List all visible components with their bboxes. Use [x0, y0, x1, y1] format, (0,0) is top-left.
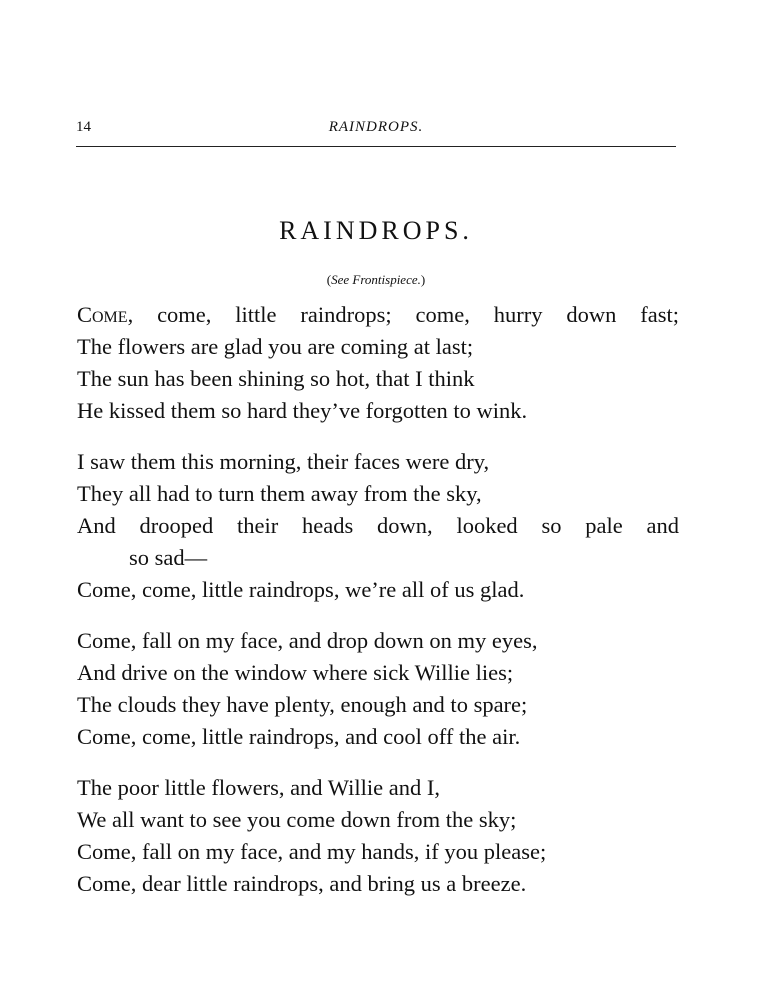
poem-line: And drive on the window where sick Willie lies; — [77, 660, 514, 685]
stanza-3 — [77, 625, 677, 753]
stanza-2 — [77, 446, 677, 606]
page-header — [76, 115, 676, 143]
stanza-4 — [77, 772, 677, 900]
poem-body — [77, 299, 677, 919]
note-close-paren: ) — [420, 272, 426, 287]
poem-line: The sun has been shining so hot, that I think — [77, 366, 475, 391]
first-word: Come — [77, 302, 128, 327]
poem-line — [77, 299, 679, 331]
poem-line: And drooped their heads down, looked so pale and — [77, 513, 679, 538]
poem-line: Come, come, little raindrops, we’re all of us glad. — [77, 577, 525, 602]
note-open-paren: ( — [326, 272, 332, 287]
poem-line: The poor little flowers, and Willie and I, — [77, 775, 440, 800]
poem-line: They all had to turn them away from the sky, — [77, 481, 482, 506]
poem-line: The clouds they have plenty, enough and to spare; — [77, 692, 528, 717]
poem-note — [76, 272, 676, 288]
poem-line: I saw them this morning, their faces were dry, — [77, 449, 490, 474]
running-title: RAINDROPS. — [328, 119, 424, 135]
poem-line: The flowers are glad you are coming at last; — [77, 334, 474, 359]
poem-line: Come, come, little raindrops, and cool off the air. — [77, 724, 521, 749]
poem-line: Come, fall on my face, and my hands, if you please; — [77, 839, 547, 864]
note-text: See Frontispiece. — [331, 272, 421, 287]
poem-line-continued: so sad— — [129, 545, 208, 570]
header-rule — [76, 146, 676, 147]
page-number: 14 — [76, 119, 91, 135]
poem-line: He kissed them so hard they’ve forgotten to wink. — [77, 398, 528, 423]
poem-line: Come, fall on my face, and drop down on my eyes, — [77, 628, 538, 653]
stanza-1 — [77, 299, 677, 427]
line-text: , come, little raindrops; come, hurry down fast; — [127, 302, 679, 327]
poem-line: Come, dear little raindrops, and bring us a breeze. — [77, 871, 527, 896]
poem-line: We all want to see you come down from the sky; — [77, 807, 517, 832]
poem-title: RAINDROPS. — [279, 216, 473, 245]
